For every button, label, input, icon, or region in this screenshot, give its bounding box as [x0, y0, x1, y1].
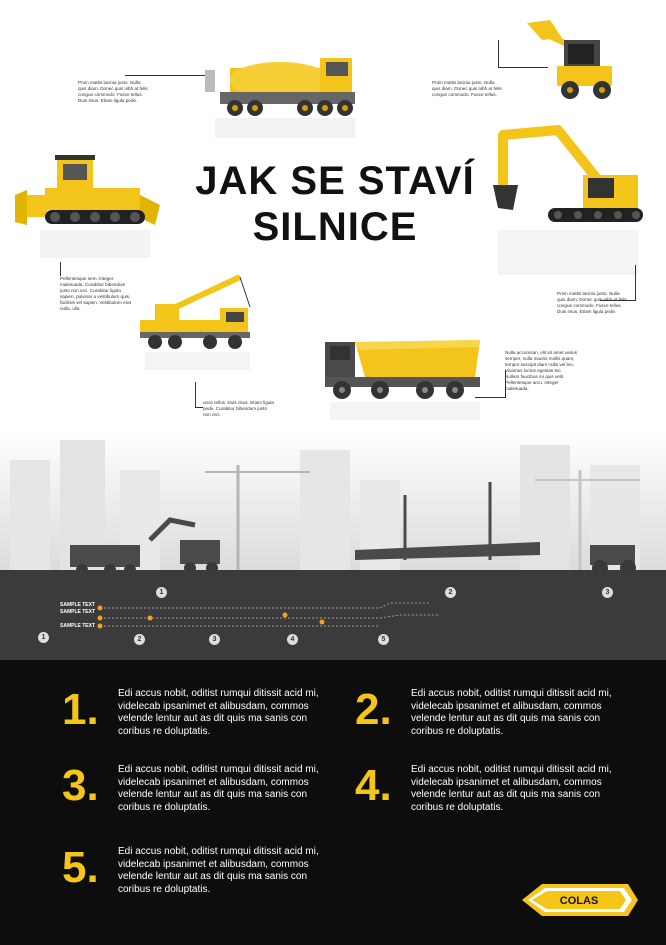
step-3	[62, 761, 333, 814]
step-text: Edi accus nobit, oditist rumqui ditissit acid mi, videlecab ipsanimet et alibusdam, commos velende lentur aut as dit quis ma sanis con coribus re doluptatis.	[118, 688, 319, 737]
step-number: 4.	[355, 761, 392, 810]
city-skyline-illustration	[0, 430, 666, 580]
logo-text: COLAS	[559, 895, 599, 907]
colas-logo	[520, 880, 640, 920]
page-title	[170, 158, 500, 250]
cement-mixer-truck-icon	[200, 40, 360, 140]
step-text: Edi accus nobit, oditist rumqui ditissit acid mi, videlecab ipsanimet et alibusdam, commos velende lentur aut as dit quis ma sanis con coribus re doluptatis.	[411, 688, 612, 737]
crane-truck-icon	[140, 272, 260, 372]
note-excavator: Proin mattis lacinia justo. Nulla quis diam. Donec quis nibh at felis congue commodo. Fusce tellus. Duis risus. Etiam ligula pede.	[557, 291, 627, 314]
step-4	[355, 761, 626, 814]
timeline-label-1: SAMPLE TEXT	[60, 602, 96, 608]
excavator-icon	[488, 120, 648, 280]
timeline-track	[0, 570, 666, 660]
note-bulldozer: Pellentesque sem. Integer malesuada. Curabitur bibendum justo non orci. Curabitur ligula sapien, pulvinar a vestibulum quis, facilisis vel sapien. Vestibulum erat nulla, ulla.	[60, 276, 131, 311]
title-line-2: SILNICE	[252, 205, 418, 249]
step-text: Edi accus nobit, oditist rumqui ditissit acid mi, videlecab ipsanimet et alibusdam, commos velende lentur aut as dit quis ma sanis con coribus re doluptatis.	[118, 764, 319, 813]
note-loader: Proin mattis lacinia justo. Nulla quis diam. Donec quis nibh at felis congue commodo. Fusce tellus.	[432, 80, 502, 97]
skid-loader-icon	[522, 18, 622, 108]
stage-bottom-3: 3	[209, 634, 220, 645]
step-5	[62, 843, 333, 896]
timeline-ground	[0, 570, 666, 660]
timeline-label-2: SAMPLE TEXT	[60, 609, 96, 615]
stage-top-2: 2	[445, 587, 456, 598]
stage-bottom-1: 1	[38, 632, 49, 643]
step-number: 2.	[355, 685, 392, 734]
stage-bottom-5: 5	[378, 634, 389, 645]
step-text: Edi accus nobit, oditist rumqui ditissit acid mi, videlecab ipsanimet et alibusdam, commos velende lentur aut as dit quis ma sanis con coribus re doluptatis.	[118, 846, 319, 895]
stage-top-3: 3	[602, 587, 613, 598]
stage-bottom-4: 4	[287, 634, 298, 645]
step-text: Edi accus nobit, oditist rumqui ditissit acid mi, videlecab ipsanimet et alibusdam, commos velende lentur aut as dit quis ma sanis con coribus re doluptatis.	[411, 764, 612, 813]
step-number: 1.	[62, 685, 99, 734]
note-mixer: Proin mattis lacinia justo. Nulla quis diam. Donec quis nibh at felis congue commodo. Fusce tellus. Duis risus. Etiam ligula pede.	[78, 80, 148, 103]
bulldozer-icon	[15, 150, 165, 260]
title-line-1: JAK SE STAVÍ	[195, 159, 475, 203]
timeline-label-3: SAMPLE TEXT	[60, 623, 96, 629]
step-1	[62, 685, 333, 738]
dump-truck-icon	[320, 332, 485, 422]
step-2	[355, 685, 626, 738]
step-number: 5.	[62, 843, 99, 892]
note-dumptruck: Nulla accumsan, elit sit amet varius semper, nulla mauris mollis quam, tempor suscipit diam nulla vel leo. Vivamus luctus egestas leo. Nullam faucibus mi quis velit. Pellentesque arcu. Integer malesuada.	[505, 350, 577, 391]
stage-bottom-2: 2	[134, 634, 145, 645]
note-crane: unce tellus. Duis risus. Etiam ligula pede. Curabitur bibendum justo non orci.	[203, 400, 274, 417]
stage-top-1: 1	[156, 587, 167, 598]
step-number: 3.	[62, 761, 99, 810]
